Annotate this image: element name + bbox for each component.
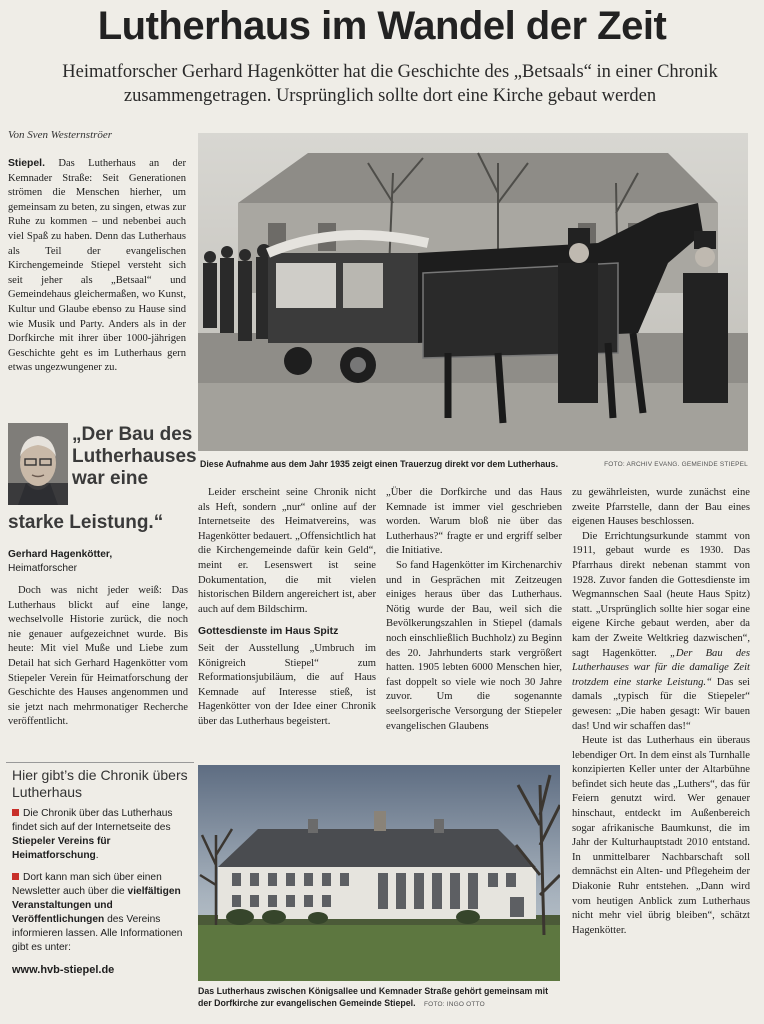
photo1-caption-row <box>200 458 748 470</box>
col2-paragraph-1: Leider erscheint seine Chronik nicht als Heft, sondern „nur“ online auf der Internetseite des Heimatvereins, was Hagenkötter bedauert. „Offensichtlich hat die Kirchengemeinde dafür kein Geld“, meint er. Lesenswert ist seine Dokumentation, die mit vielen historischen Bildern angereichert ist, aber auch auf dem Bildschirm. <box>198 487 376 615</box>
quote-role: Heimatforscher <box>8 563 78 574</box>
byline: Von Sven Westernströer <box>8 129 113 141</box>
col1-paragraph-1: Das Lutherhaus an der Kemnader Straße: Seit Generationen strömen die Menschen hierher, um gemeinsam zu beten, zu singen, etwas zur Ruhe zu kommen – und nebenbei auch viel Spaß zu haben. Denn das Lutherhaus als Teil der evangelischen Kirchengemeinde Stiepel versteht sich seit jeher als „Betsaal“ und Gemeindehaus gleichermaßen, wo Kunst, Kultur und Glaube ebenso zu Hause sind wie Musik und Party. Anders als in der Dorfkirche mit ihrer über 1000-jährigen Geschichte geht es im Lutherhaus gern etwas ungezwungener zu. <box>8 158 186 374</box>
info-box-title: Hier gibt’s die Chronik übers Lutherhaus <box>12 767 188 800</box>
column-3 <box>386 486 562 734</box>
quote-name: Gerhard Hagenkötter, <box>8 549 113 560</box>
pull-quote-end: starke Leistung.“ <box>8 512 164 533</box>
info-item-2: Dort kann man sich über einen Newsletter auch über die vielfältigen Veranstaltungen und Veröffentlichungen des Vereins informieren lassen. Alle Informationen gibt es unter: <box>12 872 183 953</box>
bullet-square-icon <box>12 873 19 880</box>
col2-subtitle: Gottesdienste im Haus Spitz <box>198 626 339 638</box>
col1-paragraph-2: Doch was nicht jeder weiß: Das Lutherhaus blickt auf eine lange, wechselvolle Historie zurück, die noch nie genauer aufgezeichnet wurde. Bis heute: Mit viel Muße und Liebe zum Detail hat sich Gerhard Hagenkötter vom Stiepeler Verein für Heimatforschung der Geschichte des Hauses angenommen und sie jetzt nach mehrmonatiger Recherche veröffentlicht. <box>8 585 188 728</box>
col2-paragraph-2: Seit der Ausstellung „Umbruch im Königreich Stiepel“ zum Reformationsjubiläum, die auf Haus Kemnade auf Interesse stieß, ist Hagenkötter von der Idee einer Chronik über das Lutherhaus begeistert. <box>198 642 376 727</box>
col4-paragraph-3: Heute ist das Lutherhaus ein überaus lebendiger Ort. In dem einst als Turnhalle konzipierten Keller unter der Altarbühne befindet sich heute das „Luthers“, das für Feiern genutzt wird. Wer genauer hinschaut, entdeckt im Außenbereich sogar afrikanische Baumkunst, die im Jahr der Kulturhauptstadt 2010 entstand. In unmittelbarer Nachbarschaft soll demnächst ein Alten- und Pflegeheim der Diakonie Ruhr entstehen. „Dann wird vom heutigen Anblick zum Lutherhaus nicht mehr viel übrig bleiben“, schätzt Hagenkötter. <box>572 735 750 936</box>
col4-paragraph-2: Die Errichtungsurkunde stammt von 1911, gebaut wurde es 1930. Das Pfarrhaus direkt nebenan stammt von 1928. Zuvor fanden die Gottesdienste im Wegmannschen Saal (heute Haus Spitz) statt. „Ursprünglich sollte hier sogar eine eigene Kirche gebaut werden, aber da kam der Zweite Weltkrieg dazwischen“, sagt Hagenkötter. „Der Bau des Lutherhauses war für die damalige Zeit trotzdem eine starke Leistung.“ Das sei damals „typisch für die Stiepeler“ gewesen: „Die haben gesagt: Wir bauen das! Und wir schaffen das!“ <box>572 530 750 732</box>
lutherhaus-photo <box>198 765 560 981</box>
photo2-caption: Das Lutherhaus zwischen Königsallee und Kemnader Straße gehört gemeinsam mit der Dorfkirche zur evangelischen Gemeinde Stiepel. <box>198 986 549 1008</box>
bullet-square-icon <box>12 809 19 816</box>
col4-paragraph-1: zu gewährleisten, wurde zunächst eine zweite Pfarrstelle, dann der Bau eines eigenen Hauses beschlossen. <box>572 487 750 528</box>
pull-quote: „Der Bau des Lutherhauses war eine <box>72 424 197 489</box>
photo1-caption: Diese Aufnahme aus dem Jahr 1935 zeigt einen Trauerzug direkt vor dem Lutherhaus. <box>200 459 559 469</box>
photo2-credit: FOTO: INGO OTTO <box>424 1001 485 1008</box>
column-1-bottom <box>8 584 188 730</box>
info-box <box>6 762 194 1009</box>
historic-photo <box>198 133 748 451</box>
col3-paragraph-2: So fand Hagenkötter im Kirchenarchiv und in Gesprächen mit Zeitzeugen einiges heraus über das Lutherhaus. Nötig wurde der Bau, weil sich die Bevölkerungszahlen in Stiepel (damals noch einschließlich Buchholz) zu Beginn des 20. Jahrhunderts stark vergrößert hatten. 1905 lebten 6000 Menschen hier, fast doppelt so viele wie noch 30 Jahre zuvor. Um die sogenannte seelsorgerische Versorgung der Stiepeler evangelischen Glaubens <box>386 559 562 732</box>
photo2-caption-row <box>198 985 560 1011</box>
col4-italic-quote: „Der Bau des Lutherhauses war für die damalige Zeit trotzdem eine starke Leistung.“ <box>572 647 750 688</box>
headline: Lutherhaus im Wandel der Zeit <box>97 4 667 48</box>
column-2 <box>198 486 376 730</box>
column-4 <box>572 486 750 938</box>
dateline: Stiepel. <box>8 158 45 169</box>
col3-paragraph-1: „Über die Dorfkirche und das Haus Kemnade ist immer viel geschrieben worden. Warum bloß nie über das Lutherhaus?“ fragte er und ergriff selber die Initiative. <box>386 487 562 557</box>
quote-attribution <box>8 548 112 576</box>
photo1-credit: FOTO: ARCHIV EVANG. GEMEINDE STIEPEL <box>604 461 748 468</box>
info-item-1: Die Chronik über das Lutherhaus findet sich auf der Internetseite des Stiepeler Vereins für Heimatforschung. <box>12 808 173 861</box>
column-1-top <box>8 157 186 376</box>
info-url[interactable]: www.hvb-stiepel.de <box>12 964 115 976</box>
portrait-photo <box>8 423 68 505</box>
subheadline: Heimatforscher Gerhard Hagenkötter hat die Geschichte des „Betsaals“ in einer Chronik zusammengetragen. Ursprünglich sollte dort eine Kirche gebaut werden <box>62 62 718 106</box>
